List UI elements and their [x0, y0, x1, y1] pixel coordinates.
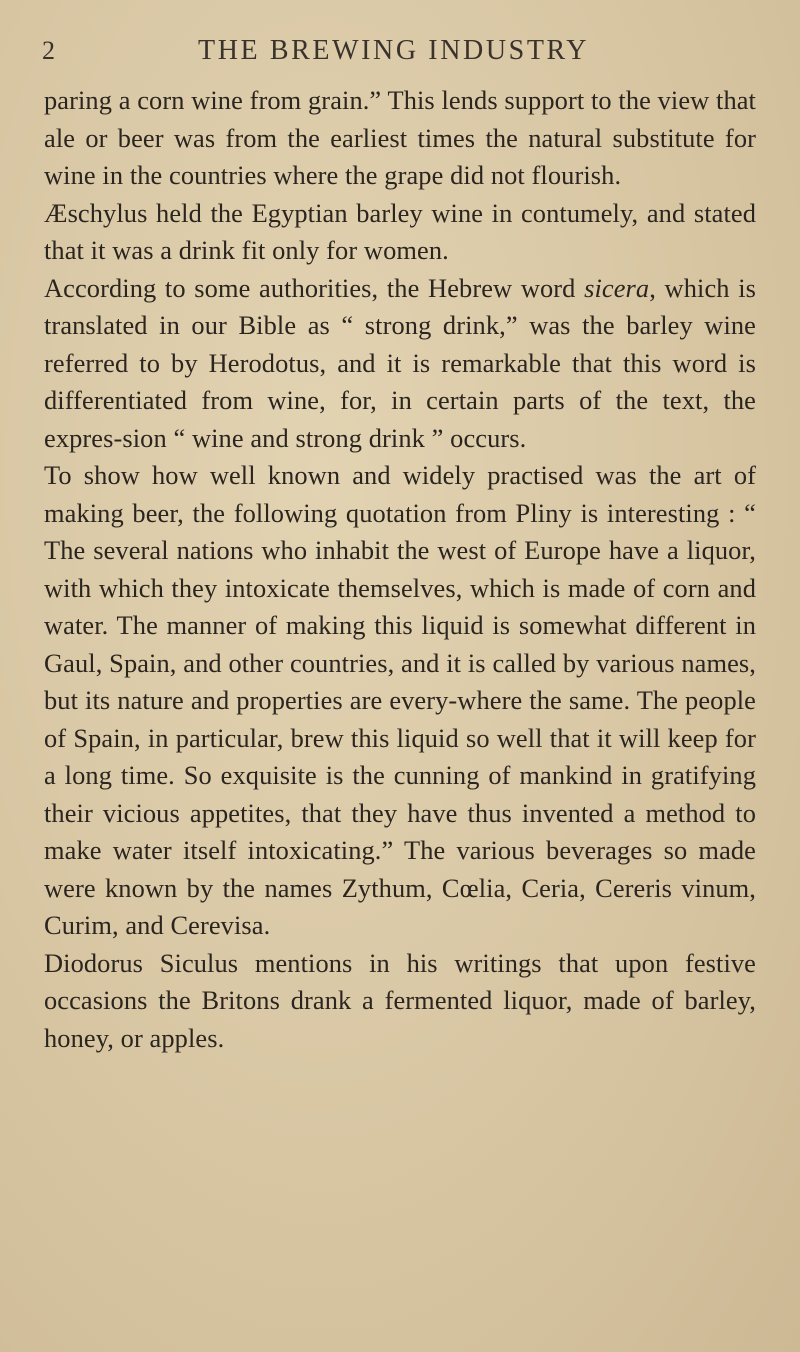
paragraph-5: Diodorus Siculus mentions in his writings that upon festive occasions the Britons drank a fermented liquor, made of barley, honey, or apples.	[44, 947, 756, 1053]
body-text	[44, 82, 756, 1057]
paragraph-1: paring a corn wine from grain.” This lends support to the view that ale or beer was from the earliest times the natural substitute for wine in the countries where the grape did not flourish.	[44, 85, 756, 190]
paragraph-3-rest: , which is translated in our Bible as “ strong drink,” was the barley wine referred to by Herodotus, and it is remarkable that this word is differentiated from wine, for, in certain parts of the text, the expres-sion “ wine and strong drink ” occurs.	[44, 272, 756, 453]
running-head: THE BREWING INDUSTRY	[198, 35, 590, 66]
paragraph-3-lead: According to some authorities, the Hebrew word	[44, 272, 585, 303]
page-number: 2	[42, 36, 56, 65]
paragraph-4: To show how well known and widely practised was the art of making beer, the following quotation from Pliny is interesting : “ The several nations who inhabit the west of Europe have a liquor, with which they intoxicate themselves, which is made of corn and water. The manner of making this liquid is somewhat different in Gaul, Spain, and other countries, and it is called by various names, but its nature and properties are every-where the same. The people of Spain, in particular, brew this liquid so well that it will keep for a long time. So exquisite is the cunning of mankind in gratifying their vicious appetites, that they have thus invented a method to make water itself intoxicating.” The various beverages so made were known by the names Zythum, Cœlia, Ceria, Cereris vinum, Curim, and Cerevisa.	[44, 460, 756, 940]
paragraph-2: Æschylus held the Egyptian barley wine in contumely, and stated that it was a drink fit only for women.	[44, 197, 756, 265]
paragraph-3	[44, 270, 756, 458]
page-header	[0, 36, 800, 66]
italic-term: sicera	[584, 272, 650, 303]
